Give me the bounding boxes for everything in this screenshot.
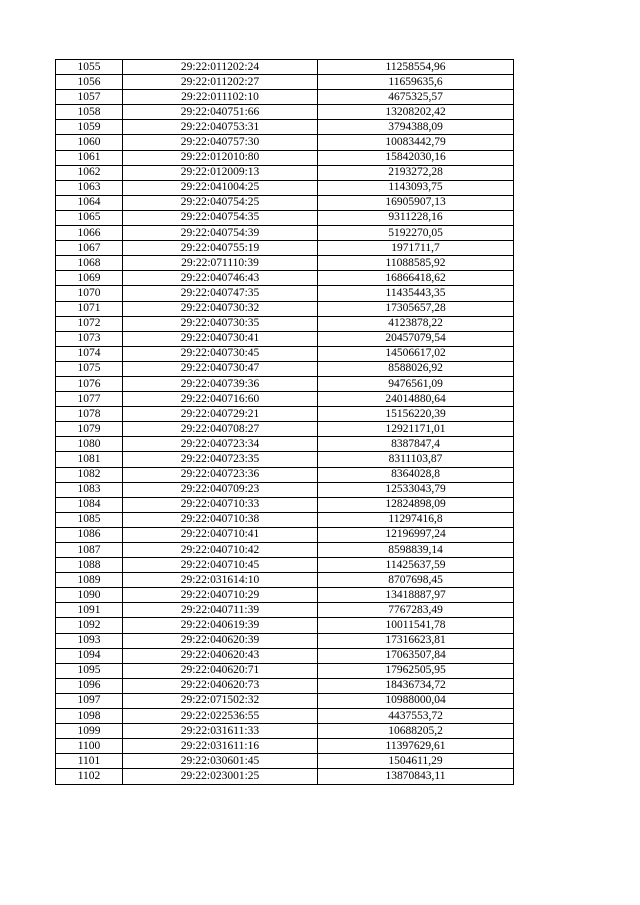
table-row: [56, 105, 514, 120]
cadastral-number-cell: 29:22:040723:35: [123, 452, 318, 467]
row-number-cell: 1091: [56, 603, 123, 618]
cadastral-number-cell: 29:22:040730:35: [123, 316, 318, 331]
table-row: [56, 331, 514, 346]
table-row: [56, 165, 514, 180]
cadastral-number-cell: 29:22:031611:33: [123, 724, 318, 739]
table-row: [56, 150, 514, 165]
row-number-cell: 1058: [56, 105, 123, 120]
value-cell: 7767283,49: [318, 603, 514, 618]
cadastral-number-cell: 29:22:040755:19: [123, 241, 318, 256]
row-number-cell: 1071: [56, 301, 123, 316]
cadastral-number-cell: 29:22:030601:45: [123, 754, 318, 769]
table-row: [56, 467, 514, 482]
value-cell: 10688205,2: [318, 724, 514, 739]
row-number-cell: 1077: [56, 392, 123, 407]
cadastral-number-cell: 29:22:040754:35: [123, 210, 318, 225]
row-number-cell: 1056: [56, 75, 123, 90]
cadastral-number-cell: 29:22:040710:38: [123, 512, 318, 527]
table-row: [56, 452, 514, 467]
cadastral-number-cell: 29:22:040754:25: [123, 195, 318, 210]
value-cell: 12921171,01: [318, 422, 514, 437]
table-row: [56, 603, 514, 618]
cadastral-number-cell: 29:22:040757:30: [123, 135, 318, 150]
cadastral-number-cell: 29:22:040620:43: [123, 648, 318, 663]
value-cell: 9311228,16: [318, 210, 514, 225]
value-cell: 10988000,04: [318, 693, 514, 708]
table-row: [56, 437, 514, 452]
row-number-cell: 1080: [56, 437, 123, 452]
cadastral-number-cell: 29:22:040716:60: [123, 392, 318, 407]
row-number-cell: 1083: [56, 482, 123, 497]
row-number-cell: 1097: [56, 693, 123, 708]
row-number-cell: 1068: [56, 256, 123, 271]
row-number-cell: 1099: [56, 724, 123, 739]
table-row: [56, 558, 514, 573]
table-row: [56, 769, 514, 784]
value-cell: 4675325,57: [318, 90, 514, 105]
table-row: [56, 346, 514, 361]
value-cell: 13870843,11: [318, 769, 514, 784]
value-cell: 1143093,75: [318, 180, 514, 195]
table-row: [56, 754, 514, 769]
value-cell: 20457079,54: [318, 331, 514, 346]
row-number-cell: 1069: [56, 271, 123, 286]
table-row: [56, 226, 514, 241]
value-cell: 11258554,96: [318, 60, 514, 75]
value-cell: 9476561,09: [318, 376, 514, 391]
table-body: [56, 60, 514, 785]
row-number-cell: 1100: [56, 739, 123, 754]
table-row: [56, 693, 514, 708]
value-cell: 24014880,64: [318, 392, 514, 407]
table-row: [56, 241, 514, 256]
row-number-cell: 1081: [56, 452, 123, 467]
row-number-cell: 1085: [56, 512, 123, 527]
cadastral-number-cell: 29:22:040708:27: [123, 422, 318, 437]
value-cell: 17316623,81: [318, 633, 514, 648]
table-row: [56, 316, 514, 331]
row-number-cell: 1088: [56, 558, 123, 573]
cadastral-number-cell: 29:22:012009:13: [123, 165, 318, 180]
table-row: [56, 407, 514, 422]
cadastral-number-cell: 29:22:011102:10: [123, 90, 318, 105]
cadastral-number-cell: 29:22:040620:39: [123, 633, 318, 648]
table-row: [56, 75, 514, 90]
table-row: [56, 422, 514, 437]
table-row: [56, 256, 514, 271]
value-cell: 8364028,8: [318, 467, 514, 482]
row-number-cell: 1090: [56, 588, 123, 603]
row-number-cell: 1057: [56, 90, 123, 105]
table-row: [56, 709, 514, 724]
table-row: [56, 376, 514, 391]
cadastral-number-cell: 29:22:040710:33: [123, 497, 318, 512]
table-row: [56, 60, 514, 75]
cadastral-number-cell: 29:22:040754:39: [123, 226, 318, 241]
row-number-cell: 1067: [56, 241, 123, 256]
value-cell: 1504611,29: [318, 754, 514, 769]
value-cell: 2193272,28: [318, 165, 514, 180]
cadastral-number-cell: 29:22:040620:73: [123, 678, 318, 693]
table-row: [56, 678, 514, 693]
value-cell: 5192270,05: [318, 226, 514, 241]
value-cell: 3794388,09: [318, 120, 514, 135]
row-number-cell: 1074: [56, 346, 123, 361]
cadastral-number-cell: 29:22:040751:66: [123, 105, 318, 120]
table-row: [56, 180, 514, 195]
value-cell: 17063507,84: [318, 648, 514, 663]
value-cell: 10083442,79: [318, 135, 514, 150]
row-number-cell: 1102: [56, 769, 123, 784]
value-cell: 11088585,92: [318, 256, 514, 271]
value-cell: 10011541,78: [318, 618, 514, 633]
cadastral-number-cell: 29:22:012010:80: [123, 150, 318, 165]
cadastral-number-cell: 29:22:040747:35: [123, 286, 318, 301]
table-row: [56, 724, 514, 739]
cadastral-number-cell: 29:22:031614:10: [123, 573, 318, 588]
row-number-cell: 1098: [56, 709, 123, 724]
value-cell: 4123878,22: [318, 316, 514, 331]
table-row: [56, 739, 514, 754]
value-cell: 12824898,09: [318, 497, 514, 512]
table-row: [56, 90, 514, 105]
row-number-cell: 1060: [56, 135, 123, 150]
table-row: [56, 497, 514, 512]
cadastral-number-cell: 29:22:071502:32: [123, 693, 318, 708]
value-cell: 8387847,4: [318, 437, 514, 452]
cadastral-number-cell: 29:22:040753:31: [123, 120, 318, 135]
table-row: [56, 482, 514, 497]
cadastral-number-cell: 29:22:041004:25: [123, 180, 318, 195]
row-number-cell: 1075: [56, 361, 123, 376]
row-number-cell: 1064: [56, 195, 123, 210]
value-cell: 8588026,92: [318, 361, 514, 376]
row-number-cell: 1094: [56, 648, 123, 663]
table-row: [56, 512, 514, 527]
value-cell: 14506617,02: [318, 346, 514, 361]
value-cell: 15842030,16: [318, 150, 514, 165]
table-row: [56, 392, 514, 407]
row-number-cell: 1065: [56, 210, 123, 225]
row-number-cell: 1092: [56, 618, 123, 633]
row-number-cell: 1078: [56, 407, 123, 422]
table-row: [56, 120, 514, 135]
cadastral-number-cell: 29:22:040723:36: [123, 467, 318, 482]
table-row: [56, 648, 514, 663]
value-cell: 1971711,7: [318, 241, 514, 256]
row-number-cell: 1059: [56, 120, 123, 135]
row-number-cell: 1066: [56, 226, 123, 241]
table-row: [56, 663, 514, 678]
cadastral-number-cell: 29:22:011202:27: [123, 75, 318, 90]
row-number-cell: 1079: [56, 422, 123, 437]
cadastral-number-cell: 29:22:040730:32: [123, 301, 318, 316]
table-row: [56, 543, 514, 558]
table-row: [56, 195, 514, 210]
value-cell: 15156220,39: [318, 407, 514, 422]
cadastral-number-cell: 29:22:040620:71: [123, 663, 318, 678]
row-number-cell: 1093: [56, 633, 123, 648]
table-row: [56, 573, 514, 588]
value-cell: 8707698,45: [318, 573, 514, 588]
table-row: [56, 618, 514, 633]
cadastral-number-cell: 29:22:023001:25: [123, 769, 318, 784]
table-row: [56, 588, 514, 603]
row-number-cell: 1095: [56, 663, 123, 678]
cadastral-number-cell: 29:22:040746:43: [123, 271, 318, 286]
value-cell: 16866418,62: [318, 271, 514, 286]
row-number-cell: 1072: [56, 316, 123, 331]
value-cell: 16905907,13: [318, 195, 514, 210]
value-cell: 12196997,24: [318, 527, 514, 542]
row-number-cell: 1073: [56, 331, 123, 346]
cadastral-number-cell: 29:22:040710:29: [123, 588, 318, 603]
value-cell: 13418887,97: [318, 588, 514, 603]
table-row: [56, 527, 514, 542]
row-number-cell: 1062: [56, 165, 123, 180]
value-cell: 12533043,79: [318, 482, 514, 497]
cadastral-number-cell: 29:22:040730:41: [123, 331, 318, 346]
table-row: [56, 271, 514, 286]
cadastral-number-cell: 29:22:040739:36: [123, 376, 318, 391]
row-number-cell: 1063: [56, 180, 123, 195]
table-row: [56, 361, 514, 376]
value-cell: 18436734,72: [318, 678, 514, 693]
row-number-cell: 1055: [56, 60, 123, 75]
row-number-cell: 1084: [56, 497, 123, 512]
row-number-cell: 1096: [56, 678, 123, 693]
table-row: [56, 633, 514, 648]
value-cell: 11425637,59: [318, 558, 514, 573]
value-cell: 11297416,8: [318, 512, 514, 527]
cadastral-number-cell: 29:22:040710:42: [123, 543, 318, 558]
value-cell: 17305657,28: [318, 301, 514, 316]
value-cell: 17962505,95: [318, 663, 514, 678]
table-row: [56, 301, 514, 316]
table-row: [56, 210, 514, 225]
row-number-cell: 1101: [56, 754, 123, 769]
cadastral-number-cell: 29:22:040723:34: [123, 437, 318, 452]
cadastral-number-cell: 29:22:040711:39: [123, 603, 318, 618]
cadastral-number-cell: 29:22:040710:45: [123, 558, 318, 573]
cadastral-number-cell: 29:22:040709:23: [123, 482, 318, 497]
cadastral-number-cell: 29:22:040710:41: [123, 527, 318, 542]
cadastral-number-cell: 29:22:040730:45: [123, 346, 318, 361]
row-number-cell: 1086: [56, 527, 123, 542]
cadastral-value-table: [55, 59, 514, 785]
value-cell: 8311103,87: [318, 452, 514, 467]
cadastral-number-cell: 29:22:011202:24: [123, 60, 318, 75]
cadastral-number-cell: 29:22:031611:16: [123, 739, 318, 754]
row-number-cell: 1076: [56, 376, 123, 391]
cadastral-number-cell: 29:22:022536:55: [123, 709, 318, 724]
table-row: [56, 286, 514, 301]
value-cell: 11435443,35: [318, 286, 514, 301]
row-number-cell: 1089: [56, 573, 123, 588]
cadastral-number-cell: 29:22:071110:39: [123, 256, 318, 271]
row-number-cell: 1070: [56, 286, 123, 301]
value-cell: 11659635,6: [318, 75, 514, 90]
table-row: [56, 135, 514, 150]
row-number-cell: 1082: [56, 467, 123, 482]
row-number-cell: 1087: [56, 543, 123, 558]
row-number-cell: 1061: [56, 150, 123, 165]
value-cell: 8598839,14: [318, 543, 514, 558]
cadastral-number-cell: 29:22:040730:47: [123, 361, 318, 376]
value-cell: 4437553,72: [318, 709, 514, 724]
cadastral-number-cell: 29:22:040619:39: [123, 618, 318, 633]
value-cell: 11397629,61: [318, 739, 514, 754]
value-cell: 13208202,42: [318, 105, 514, 120]
cadastral-number-cell: 29:22:040729:21: [123, 407, 318, 422]
